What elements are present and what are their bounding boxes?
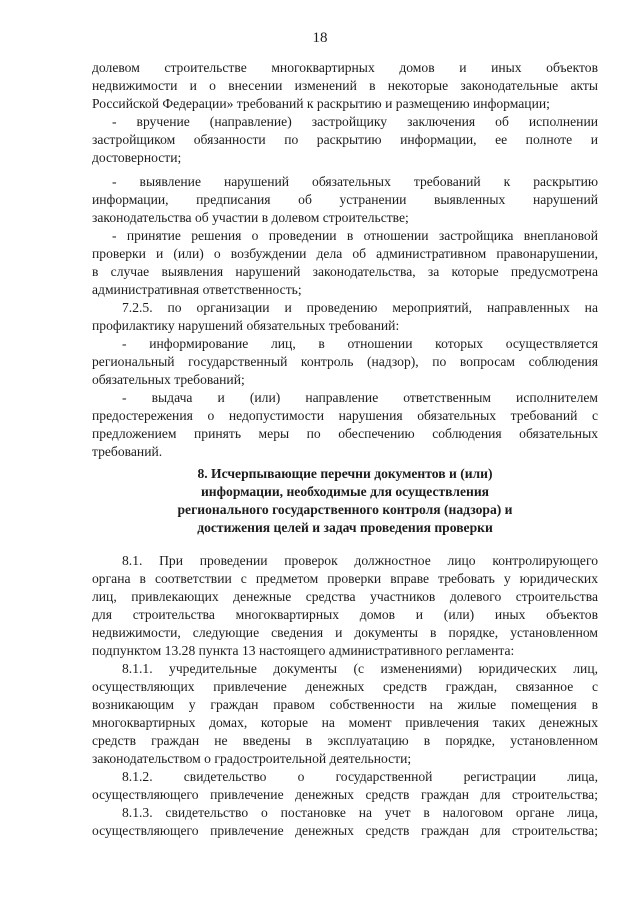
text-line: законодательством о градостроительной деятельности;: [92, 751, 412, 766]
text-line: - информирование лиц, в отношении которых осуществляется: [122, 336, 598, 351]
text-line: застройщиком обязанности по раскрытию информации, ее полноте и: [92, 132, 598, 147]
text-line: профилактику нарушений обязательных требований:: [92, 318, 400, 333]
text-line: региональный государственный контроль (надзор), по вопросам соблюдения: [92, 354, 598, 369]
text-line: 8.1. При проведении проверок должностное лицо контролирующего: [122, 553, 598, 568]
text-line: 8.1.1. учредительные документы (с изменениями) юридических лиц,: [122, 661, 598, 676]
text-line: осуществляющего привлечение денежных средств граждан для строительства;: [92, 823, 598, 838]
text-line: - принятие решения о проведении в отношении застройщика внеплановой: [112, 228, 598, 243]
text-line: - вручение (направление) застройщику заключения об исполнении: [112, 114, 598, 129]
text-line: в случае выявления нарушений законодательства, за которые предусмотрена: [92, 264, 598, 279]
text-line: обязательных требований;: [92, 372, 245, 387]
text-line: для строительства многоквартирных домов и (или) иных объектов: [92, 607, 598, 622]
text-line: законодательства об участии в долевом строительстве;: [92, 210, 409, 225]
text-line: долевом строительстве многоквартирных домов и иных объектов: [92, 60, 598, 75]
text-line: подпунктом 13.28 пункта 13 настоящего административного регламента:: [92, 643, 515, 658]
text-line: требований.: [92, 444, 163, 459]
text-line: лиц, привлекающих денежные средства участников долевого строительства: [92, 589, 598, 604]
text-line: Российской Федерации» требований к раскрытию и размещению информации;: [92, 96, 550, 111]
text-line: достоверности;: [92, 150, 182, 165]
text-line: административная ответственность;: [92, 282, 302, 297]
section-title-line: достижения целей и задач проведения проверки: [197, 520, 493, 535]
text-line: осуществляющего привлечение денежных средств граждан для строительства;: [92, 787, 598, 802]
text-line: предложением принять меры по обеспечению соблюдения обязательных: [92, 426, 598, 441]
section-title-line: регионального государственного контроля (надзора) и: [177, 502, 513, 517]
text-line: средств граждан не введены в эксплуатацию в порядке, установленном: [92, 733, 598, 748]
text-line: недвижимости, следующие сведения и документы в порядке, установленном: [92, 625, 598, 640]
text-line: 8.1.2. свидетельство о государственной регистрации лица,: [122, 769, 598, 784]
text-line: информации, предписания об устранении выявленных нарушений: [92, 192, 598, 207]
text-line: предостережения о недопустимости нарушения обязательных требований с: [92, 408, 598, 423]
text-line: осуществляющих привлечение денежных средств граждан, связанное с: [92, 679, 598, 694]
text-line: многоквартирных домах, которые на момент привлечения таких денежных: [92, 715, 598, 730]
text-line: органа в соответствии с предметом проверки вправе требовать у юридических: [92, 571, 598, 586]
text-line: возникающим у граждан правом собственности на жилые помещения в: [92, 697, 598, 712]
text-line: недвижимости и о внесении изменений в некоторые законодательные акты: [92, 78, 598, 93]
section-title-line: информации, необходимые для осуществления: [200, 484, 490, 499]
text-line: - выявление нарушений обязательных требований к раскрытию: [112, 174, 598, 189]
page-number: 18: [312, 30, 328, 46]
text-line: проверки и (или) о возбуждении дела об административном правонарушении,: [92, 246, 598, 261]
text-line: 8.1.3. свидетельство о постановке на учет в налоговом органе лица,: [122, 805, 598, 820]
text-line: - выдача и (или) направление ответственным исполнителем: [122, 390, 598, 405]
text-line: 7.2.5. по организации и проведению мероприятий, направленных на: [122, 300, 598, 315]
section-title-line: 8. Исчерпывающие перечни документов и (или): [197, 466, 493, 481]
